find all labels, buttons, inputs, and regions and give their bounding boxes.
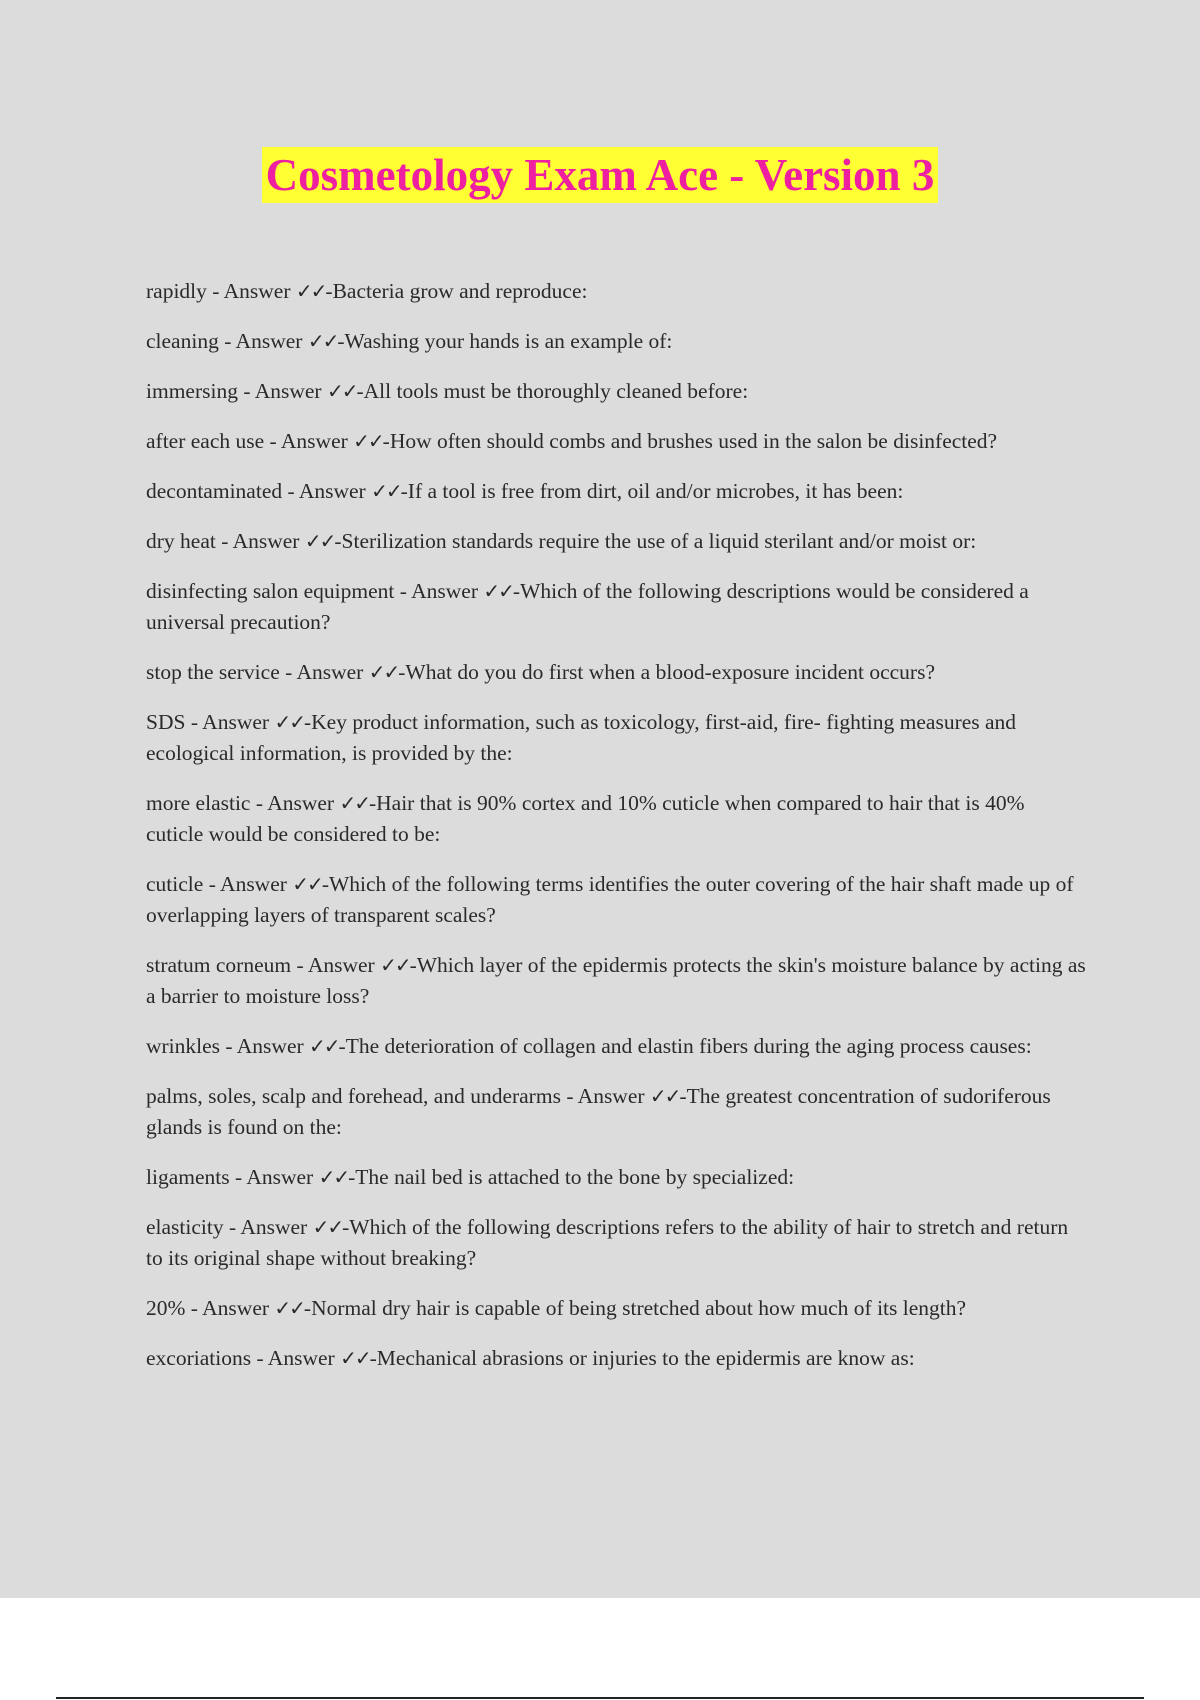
answer-text: elasticity <box>146 1215 224 1239</box>
qa-item <box>146 526 1086 557</box>
question-prefix: - <box>356 379 364 403</box>
qa-item <box>146 426 1086 457</box>
qa-item <box>146 276 1086 307</box>
check-mark-icon: ✓✓ <box>483 579 513 603</box>
question-text: Which of the following descriptions refers to the ability of hair to stretch and return to its original shape without breaking? <box>146 1215 1069 1270</box>
qa-item <box>146 476 1086 507</box>
qa-item <box>146 950 1086 1012</box>
answer-text: excoriations <box>146 1346 252 1370</box>
question-text: The deterioration of collagen and elastin fibers during the aging process causes: <box>345 1034 1032 1058</box>
answer-text: cleaning <box>146 329 219 353</box>
answer-separator: - Answer <box>394 579 484 603</box>
answer-text: dry heat <box>146 529 216 553</box>
question-prefix: - <box>325 279 333 303</box>
qa-item <box>146 376 1086 407</box>
answer-text: after each use <box>146 429 265 453</box>
answer-text: decontaminated <box>146 479 283 503</box>
question-prefix: - <box>382 429 390 453</box>
check-mark-icon: ✓✓ <box>649 1084 680 1108</box>
qa-item <box>146 1081 1086 1143</box>
check-mark-icon: ✓✓ <box>274 710 304 734</box>
check-mark-icon: ✓✓ <box>292 872 322 896</box>
check-mark-icon: ✓✓ <box>307 329 338 353</box>
question-prefix: - <box>303 710 312 734</box>
answer-separator: - Answer <box>206 279 296 303</box>
check-mark-icon: ✓✓ <box>339 791 369 815</box>
question-text: Sterilization standards require the use of a liquid sterilant and/or moist or: <box>341 529 977 553</box>
qa-item <box>146 1343 1086 1374</box>
answer-text: wrinkles <box>146 1034 221 1058</box>
answer-separator: - Answer <box>279 660 369 684</box>
question-text: Hair that is 90% cortex and 10% cuticle when compared to hair that is 40% cuticle would be considered to be: <box>146 791 1025 846</box>
question-text: What do you do first when a blood-exposure incident occurs? <box>405 660 936 684</box>
question-text: Which layer of the epidermis protects the skin's moisture balance by acting as a barrier to moisture loss? <box>146 953 1086 1008</box>
question-text: How often should combs and brushes used in the salon be disinfected? <box>389 429 998 453</box>
check-mark-icon: ✓✓ <box>312 1215 343 1239</box>
qa-item <box>146 1212 1086 1274</box>
check-mark-icon: ✓✓ <box>371 479 401 503</box>
question-text: All tools must be thoroughly cleaned before: <box>363 379 749 403</box>
check-mark-icon: ✓✓ <box>326 379 357 403</box>
answer-separator: - Answer <box>291 953 381 977</box>
qa-list <box>146 276 1086 1393</box>
question-text: The greatest concentration of sudoriferous glands is found on the: <box>146 1084 1051 1139</box>
question-prefix: - <box>400 479 408 503</box>
answer-separator: - Answer <box>220 1034 310 1058</box>
answer-separator: - Answer <box>250 791 340 815</box>
question-prefix: - <box>334 529 342 553</box>
answer-text: cuticle <box>146 872 204 896</box>
answer-text: immersing <box>146 379 238 403</box>
answer-separator: - Answer <box>251 1346 341 1370</box>
check-mark-icon: ✓✓ <box>274 1296 304 1320</box>
check-mark-icon: ✓✓ <box>295 279 326 303</box>
question-prefix: - <box>398 660 406 684</box>
qa-item <box>146 657 1086 688</box>
check-mark-icon: ✓✓ <box>380 953 410 977</box>
answer-separator: - Answer <box>229 1165 319 1189</box>
answer-text: stop the service <box>146 660 280 684</box>
check-mark-icon: ✓✓ <box>318 1165 349 1189</box>
answer-text: more elastic <box>146 791 251 815</box>
question-prefix: - <box>303 1296 312 1320</box>
answer-text: 20% <box>146 1296 186 1320</box>
check-mark-icon: ✓✓ <box>368 660 399 684</box>
answer-text: stratum corneum <box>146 953 292 977</box>
answer-separator: - Answer <box>223 1215 313 1239</box>
answer-text: palms, soles, scalp and forehead, and underarms <box>146 1084 561 1108</box>
question-prefix: - <box>409 953 417 977</box>
question-prefix: - <box>368 791 377 815</box>
qa-item <box>146 576 1086 638</box>
question-text: Which of the following descriptions would be considered a universal precaution? <box>146 579 1029 634</box>
document-title: Cosmetology Exam Ace - Version 3 <box>262 147 939 203</box>
question-text: Which of the following terms identifies the outer covering of the hair shaft made up of overlapping layers of transparent scales? <box>146 872 1074 927</box>
answer-separator: - Answer <box>282 479 372 503</box>
question-text: Key product information, such as toxicology, first-aid, fire- fighting measures and ecological information, is provided by the: <box>146 710 1017 765</box>
footer-rule <box>56 1697 1144 1699</box>
answer-text: ligaments <box>146 1165 230 1189</box>
qa-item <box>146 788 1086 850</box>
question-text: Mechanical abrasions or injuries to the epidermis are know as: <box>376 1346 915 1370</box>
question-text: Bacteria grow and reproduce: <box>332 279 588 303</box>
answer-text: rapidly <box>146 279 207 303</box>
question-prefix: - <box>679 1084 687 1108</box>
answer-separator: - Answer <box>264 429 354 453</box>
question-prefix: - <box>337 329 345 353</box>
question-text: The nail bed is attached to the bone by specialized: <box>355 1165 795 1189</box>
question-prefix: - <box>321 872 329 896</box>
qa-item <box>146 1031 1086 1062</box>
question-text: If a tool is free from dirt, oil and/or microbes, it has been: <box>407 479 904 503</box>
question-prefix: - <box>348 1165 356 1189</box>
check-mark-icon: ✓✓ <box>353 429 383 453</box>
question-prefix: - <box>342 1215 350 1239</box>
qa-item <box>146 1293 1086 1324</box>
answer-separator: - Answer <box>185 710 275 734</box>
answer-separator: - Answer <box>185 1296 275 1320</box>
answer-text: SDS <box>146 710 186 734</box>
answer-separator: - Answer <box>215 529 305 553</box>
question-prefix: - <box>512 579 521 603</box>
qa-item <box>146 869 1086 931</box>
question-text: Washing your hands is an example of: <box>344 329 673 353</box>
answer-separator: - Answer <box>218 329 308 353</box>
check-mark-icon: ✓✓ <box>309 1034 339 1058</box>
title-wrapper <box>0 147 1200 203</box>
qa-item <box>146 707 1086 769</box>
qa-item <box>146 326 1086 357</box>
answer-separator: - Answer <box>203 872 293 896</box>
answer-separator: - Answer <box>237 379 327 403</box>
question-prefix: - <box>338 1034 346 1058</box>
answer-separator: - Answer <box>560 1084 650 1108</box>
check-mark-icon: ✓✓ <box>340 1346 370 1370</box>
qa-item <box>146 1162 1086 1193</box>
answer-text: disinfecting salon equipment <box>146 579 395 603</box>
question-prefix: - <box>369 1346 377 1370</box>
check-mark-icon: ✓✓ <box>304 529 335 553</box>
question-text: Normal dry hair is capable of being stretched about how much of its length? <box>311 1296 967 1320</box>
